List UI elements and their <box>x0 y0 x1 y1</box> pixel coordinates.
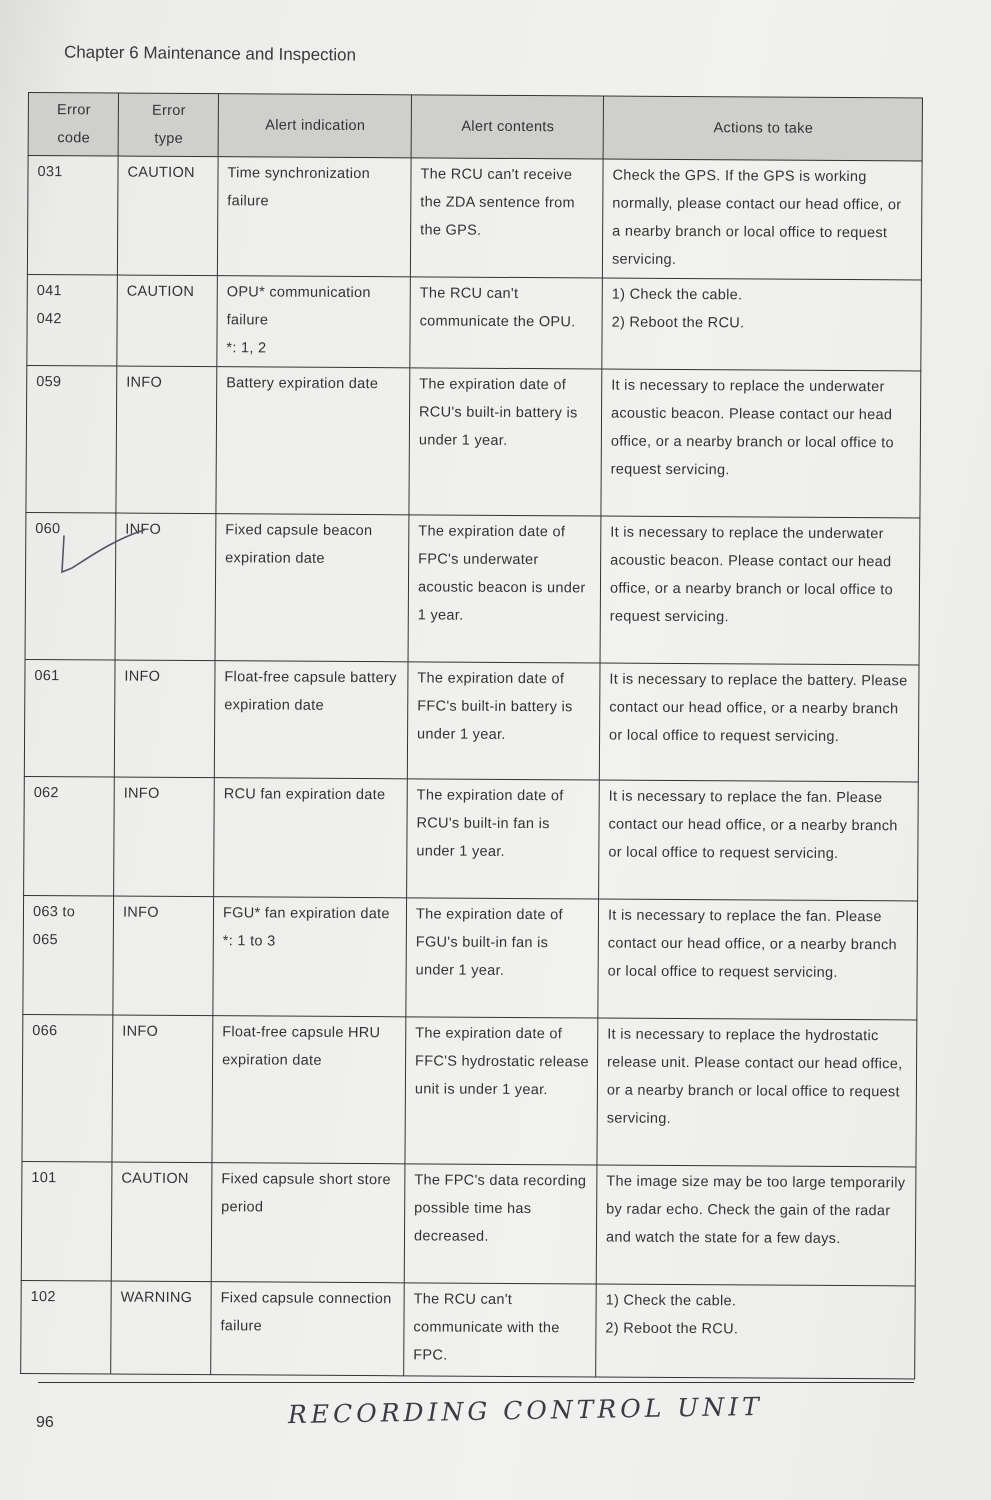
alert-indication-cell: Fixed capsule short store period <box>211 1163 405 1283</box>
table-row <box>27 156 922 280</box>
table-row <box>25 512 920 664</box>
actions-cell: It is necessary to replace the underwater acoustic beacon. Please contact our head office, or a nearby branch or local office to request servicing. <box>600 516 920 665</box>
error-code-cell: 031 <box>27 156 118 276</box>
actions-cell: Check the GPS. If the GPS is working normally, please contact our head office, or a nearby branch or local office to request servicing. <box>602 159 922 280</box>
error-code-cell: 062 <box>24 776 115 896</box>
actions-cell: 1) Check the cable. 2) Reboot the RCU. <box>602 278 922 371</box>
error-code-cell: 061 <box>24 659 115 777</box>
actions-cell: It is necessary to replace the fan. Please contact our head office, or a nearby branch or local office to request servicing. <box>598 899 918 1020</box>
alert-indication-cell: Fixed capsule connection failure <box>211 1282 405 1376</box>
error-type-cell: INFO <box>113 896 214 1016</box>
col-header-actions: Actions to take <box>603 96 922 161</box>
alert-indication-cell: Battery expiration date <box>216 367 410 515</box>
error-type-cell: CAUTION <box>117 156 218 276</box>
actions-cell: It is necessary to replace the hydrostatic release unit. Please contact our head office, or a nearby branch or local office to request servicing. <box>597 1018 917 1167</box>
error-type-cell: CAUTION <box>117 275 218 367</box>
table-row <box>22 1014 917 1166</box>
alert-contents-cell: The expiration date of FFC'S hydrostatic release unit is under 1 year. <box>405 1017 598 1165</box>
table-row <box>23 895 918 1019</box>
error-type-cell: INFO <box>115 513 216 661</box>
chapter-heading: Chapter 6 Maintenance and Inspection <box>63 42 357 65</box>
error-table-wrapper <box>20 92 922 1379</box>
error-type-cell: INFO <box>114 777 215 897</box>
handwritten-note: RECORDING CONTROL UNIT <box>287 1391 763 1430</box>
alert-indication-cell: OPU* communication failure *: 1, 2 <box>217 276 411 368</box>
footer-divider <box>38 1382 914 1383</box>
alert-contents-cell: The expiration date of RCU's built-in fan is under 1 year. <box>407 779 600 899</box>
col-header-error-type: Error type <box>118 93 218 157</box>
alert-contents-cell: The RCU can't communicate with the FPC. <box>404 1283 597 1377</box>
error-code-cell: 101 <box>21 1161 112 1281</box>
table-body <box>21 156 922 1379</box>
header-row <box>28 93 922 161</box>
actions-cell: It is necessary to replace the battery. Please contact our head office, or a nearby branch or local office to request servicing. <box>599 663 919 782</box>
alert-indication-cell: Time synchronization failure <box>217 157 411 277</box>
error-type-cell: INFO <box>116 366 217 514</box>
error-code-cell: 066 <box>22 1014 113 1162</box>
alert-contents-cell: The expiration date of FGU's built-in fan is under 1 year. <box>406 898 599 1018</box>
col-header-alert-contents: Alert contents <box>411 95 603 159</box>
table-header <box>28 93 922 161</box>
error-type-cell: WARNING <box>111 1281 212 1375</box>
table-row <box>24 659 919 781</box>
actions-cell: It is necessary to replace the underwater acoustic beacon. Please contact our head office, or a nearby branch or local office to request servicing. <box>601 369 921 518</box>
col-header-alert-indication: Alert indication <box>218 94 411 158</box>
alert-indication-cell: FGU* fan expiration date *: 1 to 3 <box>213 897 407 1017</box>
alert-contents-cell: The RCU can't communicate the OPU. <box>410 277 603 369</box>
table-row <box>24 776 919 900</box>
error-code-cell: 041 042 <box>27 274 118 366</box>
error-code-cell: 059 <box>26 365 117 513</box>
page-number: 96 <box>36 1414 54 1431</box>
alert-contents-cell: The FPC's data recording possible time has decreased. <box>404 1164 597 1284</box>
error-type-cell: INFO <box>112 1015 213 1163</box>
alert-indication-cell: Float-free capsule HRU expiration date <box>212 1016 406 1164</box>
error-table <box>20 92 923 1379</box>
alert-indication-cell: RCU fan expiration date <box>214 778 408 898</box>
table-row <box>21 1280 916 1378</box>
table-row <box>21 1161 916 1285</box>
alert-contents-cell: The expiration date of RCU's built-in battery is under 1 year. <box>409 368 602 516</box>
alert-indication-cell: Fixed capsule beacon expiration date <box>215 514 409 662</box>
error-code-cell: 063 to 065 <box>23 895 114 1015</box>
alert-contents-cell: The RCU can't receive the ZDA sentence from the GPS. <box>410 158 603 278</box>
alert-contents-cell: The expiration date of FFC's built-in battery is under 1 year. <box>407 662 600 780</box>
handwritten-check-icon <box>58 528 148 578</box>
table-row <box>27 274 922 370</box>
error-type-cell: CAUTION <box>111 1162 212 1282</box>
actions-cell: The image size may be too large temporarily by radar echo. Check the gain of the radar and watch the state for a few days. <box>596 1165 916 1286</box>
actions-cell: 1) Check the cable. 2) Reboot the RCU. <box>596 1284 916 1379</box>
table-row <box>26 365 921 517</box>
error-code-cell: 102 <box>21 1280 112 1374</box>
col-header-error-code: Error code <box>28 93 118 157</box>
actions-cell: It is necessary to replace the fan. Please contact our head office, or a nearby branch or local office to request servicing. <box>599 780 919 901</box>
alert-contents-cell: The expiration date of FPC's underwater acoustic beacon is under 1 year. <box>408 515 601 663</box>
alert-indication-cell: Float-free capsule battery expiration date <box>214 661 408 779</box>
error-type-cell: INFO <box>114 660 215 778</box>
error-code-cell: 060 <box>25 512 116 660</box>
